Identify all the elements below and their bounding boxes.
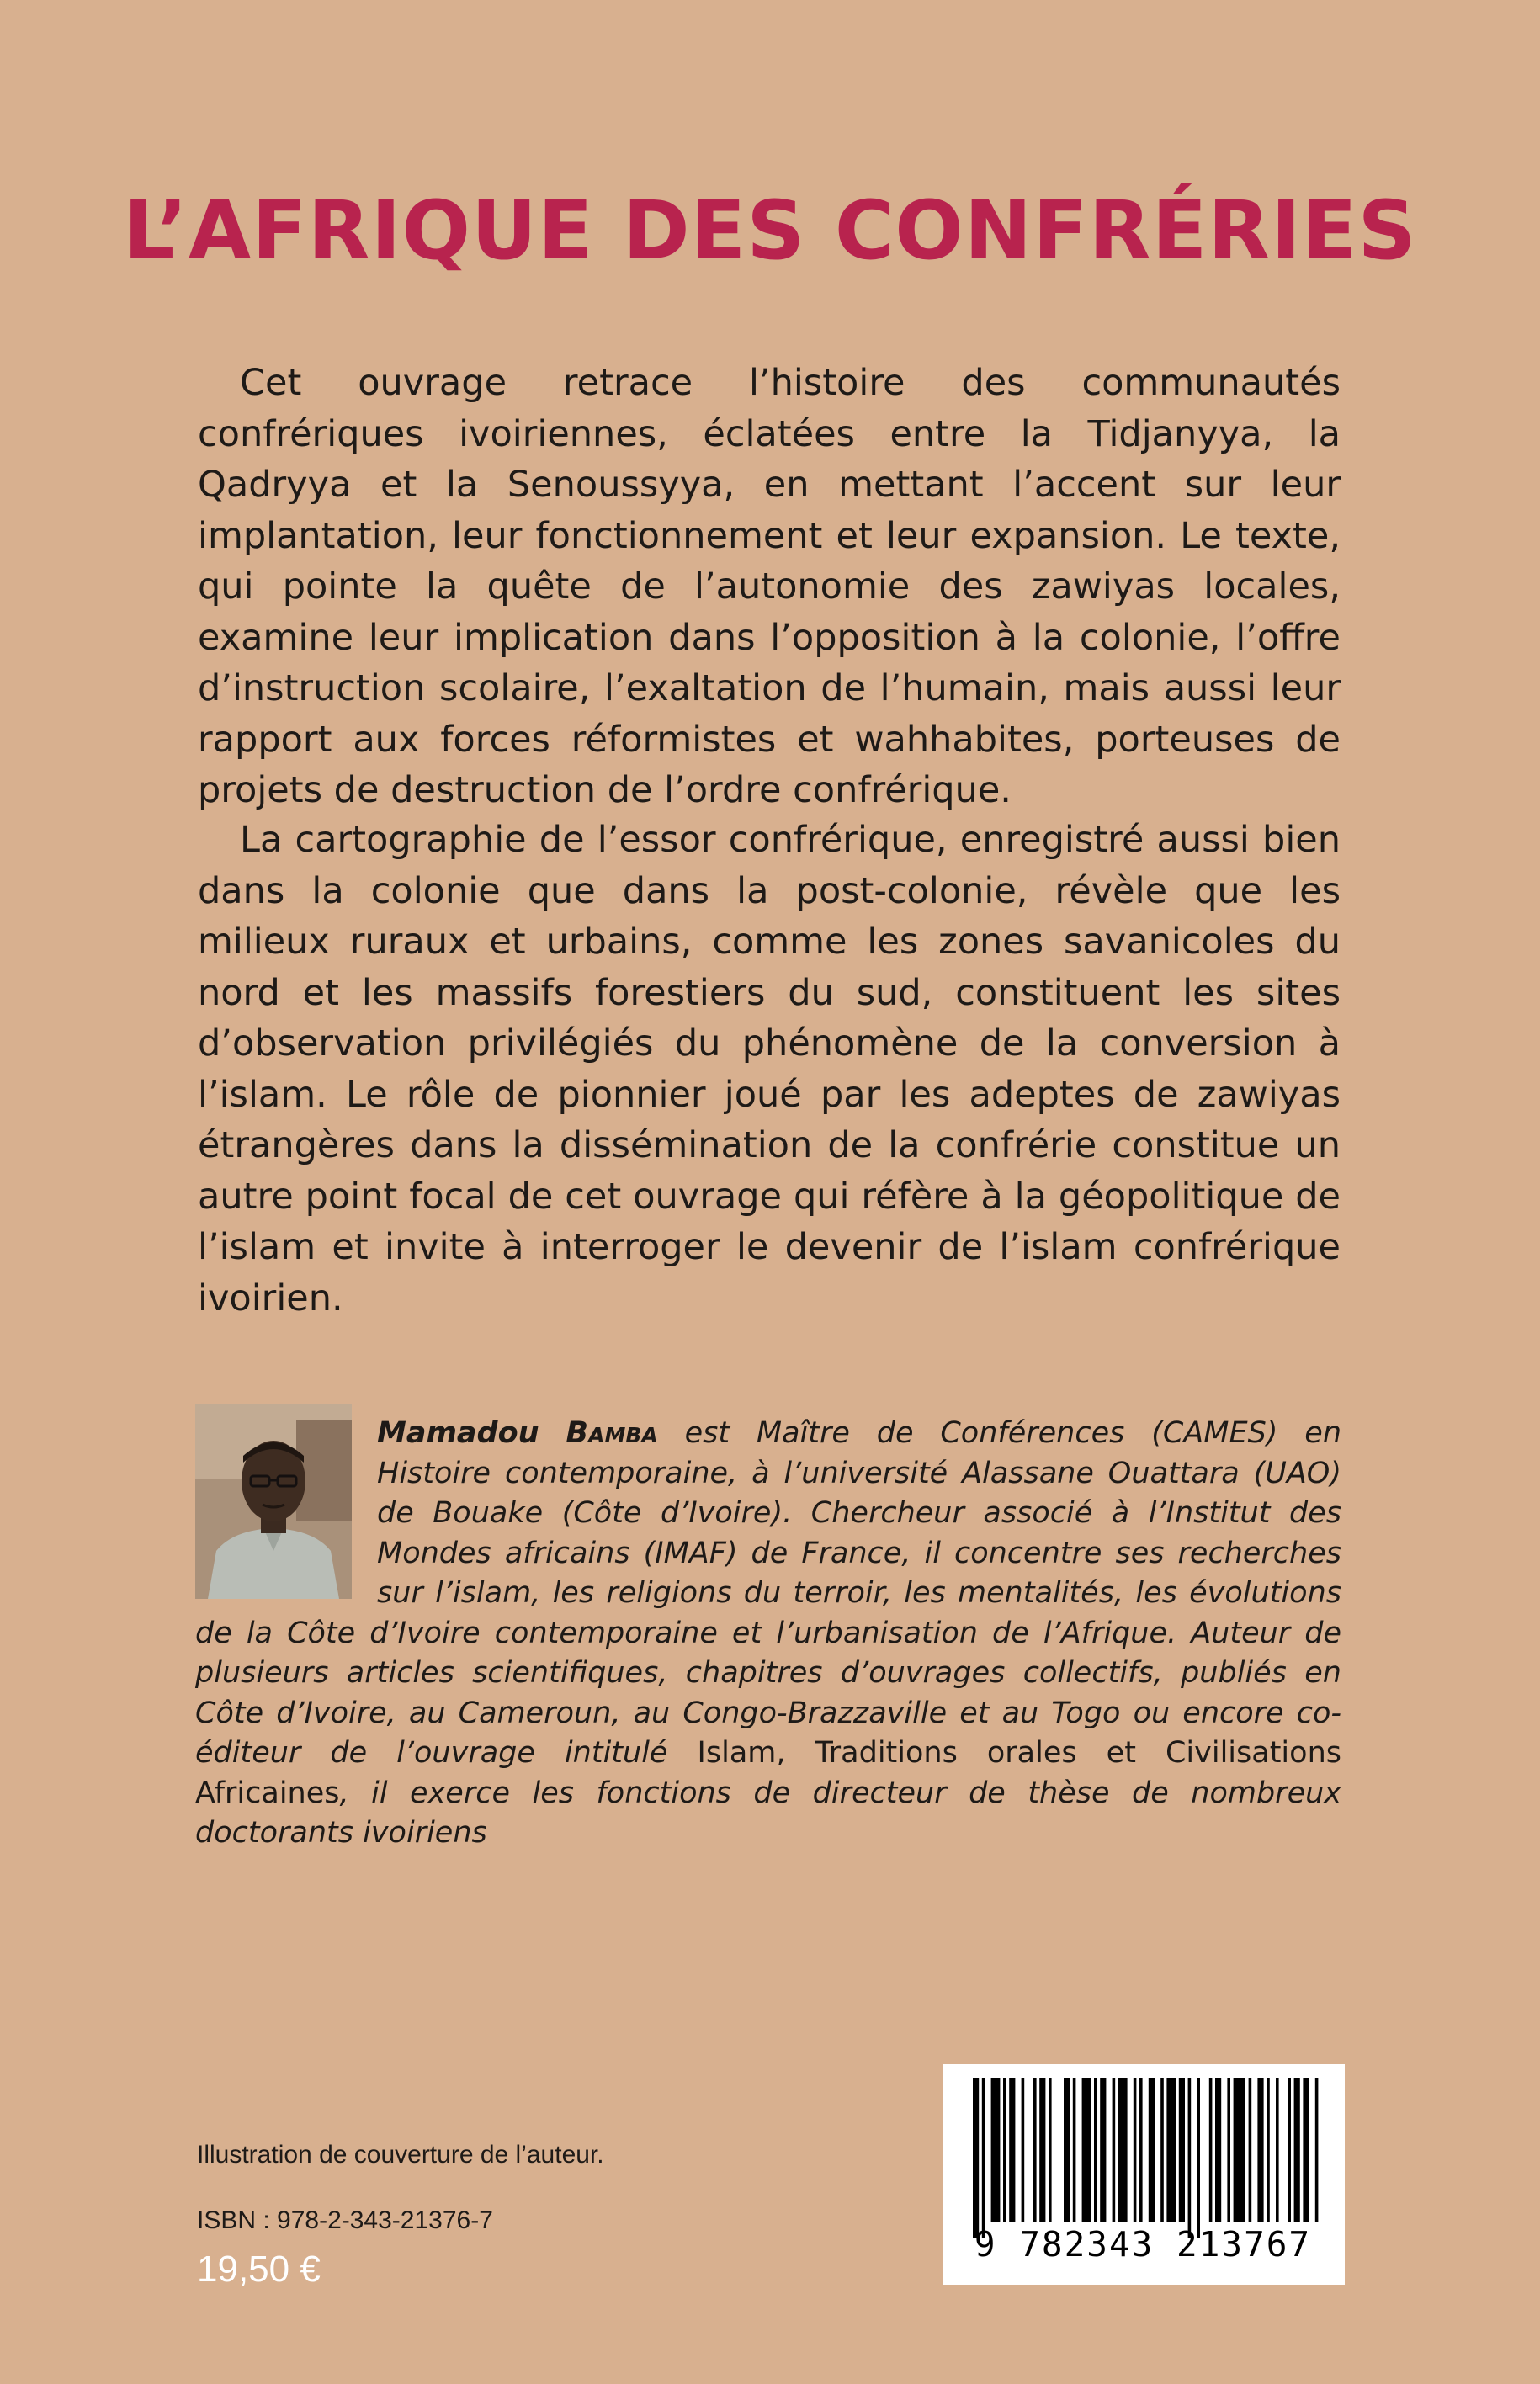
barcode-bar (1276, 2078, 1279, 2222)
barcode-bar (1094, 2078, 1097, 2222)
author-bio (195, 1414, 1341, 1854)
book-title: L’AFRIQUE DES CONFRÉRIES (123, 183, 1417, 279)
barcode-digits: 9 782343 213767 (974, 2224, 1312, 2265)
referenced-work-title: Islam, Traditions orales et Civilisations Africaines (195, 1736, 1341, 1810)
barcode-bar (1139, 2078, 1143, 2222)
author-bio-text-1: est Maître de Conférences (CAMES) en Histoire contemporaine, à l’université Alassane Ouattara (UAO) de Bouake (Côte d’Ivoire). Chercheur associé à l’Institut des Mondes africains (IMAF) de France, il concentre ses recherches sur l’islam, les religions du terroir, les mentalités, les évolutions de la Côte d’Ivoire contemporaine et l’urbanisation de l’Afrique. Auteur de plusieurs articles scientifiques, chapitres d’ouvrages collectifs, publiés en Côte d’Ivoire, au Cameroun, au Congo-Brazzaville et au Togo ou encore co-éditeur de l’ouvrage intitulé (195, 1416, 1341, 1770)
barcode-bar (1215, 2078, 1221, 2222)
barcode-bar (1303, 2078, 1309, 2222)
illustration-credit: Illustration de couverture de l’auteur. (197, 2141, 604, 2169)
barcode-bar (1113, 2078, 1116, 2222)
barcode-bar (973, 2078, 979, 2238)
price: 19,50 € (197, 2249, 321, 2290)
barcode-bar (1315, 2078, 1319, 2222)
barcode-bar (1249, 2078, 1252, 2222)
isbn: ISBN : 978-2-343-21376-7 (197, 2206, 493, 2234)
barcode-bar (982, 2078, 985, 2238)
barcode-bar (991, 2078, 1001, 2222)
author-last-name: Bamba (566, 1416, 658, 1450)
barcode-bar (1166, 2078, 1176, 2222)
author-first-name: Mamadou (377, 1416, 539, 1450)
barcode (943, 2064, 1345, 2285)
barcode-bar (1003, 2078, 1006, 2222)
author-photo (195, 1404, 352, 1599)
barcode-bar (1209, 2078, 1213, 2222)
barcode-bar (1100, 2078, 1106, 2222)
author-portrait-icon (195, 1404, 352, 1599)
barcode-bar (1134, 2078, 1137, 2222)
barcode-bar (1179, 2078, 1185, 2222)
barcode-bar (1082, 2078, 1091, 2222)
barcode-bar (1294, 2078, 1300, 2222)
barcode-bar (1064, 2078, 1070, 2222)
barcode-bar (1234, 2078, 1245, 2222)
barcode-bar (1033, 2078, 1037, 2222)
barcode-bar (1227, 2078, 1230, 2222)
barcode-bar (1257, 2078, 1263, 2222)
barcode-bar (1267, 2078, 1270, 2222)
barcode-bar (1188, 2078, 1192, 2238)
barcode-bar (1118, 2078, 1128, 2222)
barcode-bar (1009, 2078, 1015, 2222)
barcode-bar (1022, 2078, 1025, 2222)
summary-paragraph-2: La cartographie de l’essor confrérique, enregistré aussi bien dans la colonie que dans la post-colonie, révèle que les milieux ruraux et urbains, comme les zones savanicoles du nord et les massifs forestiers du sud, constituent les sites d’observation privilégiés du phénomène de la conversion à l’islam. Le rôle de pionnier joué par les adeptes de zawiyas étrangères dans la dissémination de la confrérie constitue un autre point focal de cet ouvrage qui réfère à la géopolitique de l’islam et invite à interroger le devenir de l’islam confrérique ivoirien. (198, 819, 1341, 1319)
barcode-bar (1049, 2078, 1052, 2222)
barcode-bar (1288, 2078, 1291, 2222)
barcode-bar (1039, 2078, 1045, 2222)
summary-paragraph-1: Cet ouvrage retrace l’histoire des communautés confrériques ivoiriennes, éclatées entre la Tidjanyya, la Qadryya et la Senoussyya, en mettant l’accent sur leur implantation, leur fonctionnement et leur expansion. Le texte, qui pointe la quête de l’autonomie des zawiyas locales, examine leur implication dans l’opposition à la colonie, l’offre d’instruction scolaire, l’exaltation de l’humain, mais aussi leur rapport aux forces réformistes et wahhabites, porteuses de projets de destruction de l’ordre confrérique. (198, 362, 1341, 811)
barcode-bar (1149, 2078, 1155, 2222)
barcode-bar (1197, 2078, 1200, 2238)
barcode-bar (1073, 2078, 1076, 2222)
author-bio-text-2: , il exerce les fonctions de directeur de thèse de nombreux doctorants ivoiriens (195, 1776, 1341, 1850)
barcode-bar (1160, 2078, 1164, 2222)
